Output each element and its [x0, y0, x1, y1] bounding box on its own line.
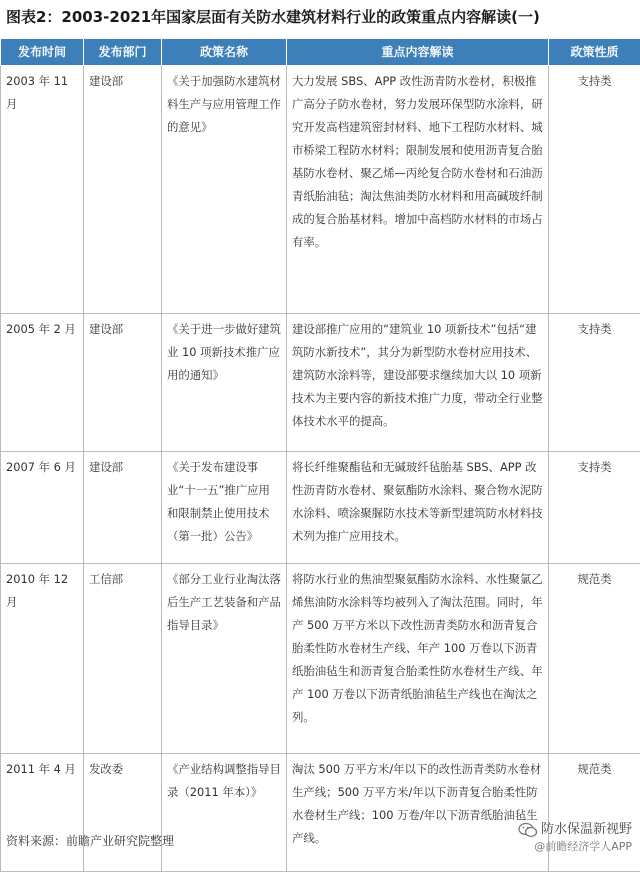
cell-content: 建设部推广应用的“建筑业 10 项新技术”包括“建筑防水新技术”，其分为新型防水卷材应用技术、建筑防水涂料等，建设部要求继续加大以 10 项新技术为主要内容的新技术推广力度，带动全行业整体技术水平的提高。	[287, 314, 549, 452]
cell-dept: 建设部	[84, 314, 162, 452]
cell-policy-type: 规范类	[549, 564, 640, 754]
policy-table	[0, 38, 640, 872]
cell-policy-type: 规范类	[549, 754, 640, 872]
brand-label	[518, 818, 632, 838]
cell-dept: 建设部	[84, 452, 162, 564]
cell-content: 将长纤维聚酯毡和无碱玻纤毡胎基 SBS、APP 改性沥青防水卷材、聚氨酯防水涂料、聚合物水泥防水涂料、喷涂聚脲防水技术等新型建筑防水材料技术列为推广应用技术。	[287, 452, 549, 564]
wechat-icon	[518, 822, 538, 838]
cell-policy-name: 《产业结构调整指导目录（2011 年本）》	[162, 754, 287, 872]
cell-dept: 建设部	[84, 66, 162, 314]
cell-dept: 发改委	[84, 754, 162, 872]
cell-content: 将防水行业的焦油型聚氨酯防水涂料、水性聚氯乙烯焦油防水涂料等均被列入了淘汰范围。同时，年产 500 万平方米以下改性沥青类防水和沥青复合胎柔性防水卷材生产线、年产 100 万卷以下沥青纸胎油毡生和沥青复合胎柔性防水卷材生产线、年产 100 万卷以下沥青纸胎油毡生产线也在淘汰之列。	[287, 564, 549, 754]
cell-dept: 工信部	[84, 564, 162, 754]
cell-policy-name: 《部分工业行业淘汰落后生产工艺装备和产品指导目录》	[162, 564, 287, 754]
header-type: 政策性质	[549, 39, 640, 66]
cell-date: 2007 年 6 月	[1, 452, 84, 564]
table-row	[1, 314, 640, 452]
table-row	[1, 564, 640, 754]
cell-date: 2003 年 11 月	[1, 66, 84, 314]
table-header-row	[1, 39, 640, 66]
cell-content: 大力发展 SBS、APP 改性沥青防水卷材，积极推广高分子防水卷材，努力发展环保型防水涂料，研究开发高档建筑密封材料、地下工程防水材料、城市桥梁工程防水材料；限制发展和使用沥青复合胎基防水卷材、聚乙烯—丙纶复合防水卷材和石油沥青纸胎油毡；淘汰焦油类防水材料和用高碱玻纤制成的复合胎基材料。增加中高档防水材料的市场占有率。	[287, 66, 549, 314]
header-date: 发布时间	[1, 39, 84, 66]
cell-content: 淘汰 500 万平方米/年以下的改性沥青类防水卷材生产线；500 万平方米/年以下沥青复合胎柔性防水卷材生产线；100 万卷/年以下沥青纸胎油毡生产线。	[287, 754, 549, 872]
cell-policy-name: 《关于发布建设事业“十一五”推广应用和限制禁止使用技术（第一批）公告》	[162, 452, 287, 564]
cell-date: 2010 年 12 月	[1, 564, 84, 754]
header-content: 重点内容解读	[287, 39, 549, 66]
header-dept: 发布部门	[84, 39, 162, 66]
cell-policy-type: 支持类	[549, 66, 640, 314]
brand-sub: @前瞻经济学人APP	[534, 838, 632, 854]
cell-policy-type: 支持类	[549, 452, 640, 564]
table-row	[1, 66, 640, 314]
brand-text: 防水保温新视野	[541, 822, 632, 837]
cell-policy-name: 《关于进一步做好建筑业 10 项新技术推广应用的通知》	[162, 314, 287, 452]
cell-policy-type: 支持类	[549, 314, 640, 452]
cell-date: 2005 年 2 月	[1, 314, 84, 452]
source-note: 资料来源：前瞻产业研究院整理	[6, 832, 174, 849]
header-name: 政策名称	[162, 39, 287, 66]
table-row	[1, 452, 640, 564]
page-title: 图表2：2003-2021年国家层面有关防水建筑材料行业的政策重点内容解读(一)	[6, 6, 634, 28]
cell-date: 2011 年 4 月	[1, 754, 84, 872]
cell-policy-name: 《关于加强防水建筑材料生产与应用管理工作的意见》	[162, 66, 287, 314]
